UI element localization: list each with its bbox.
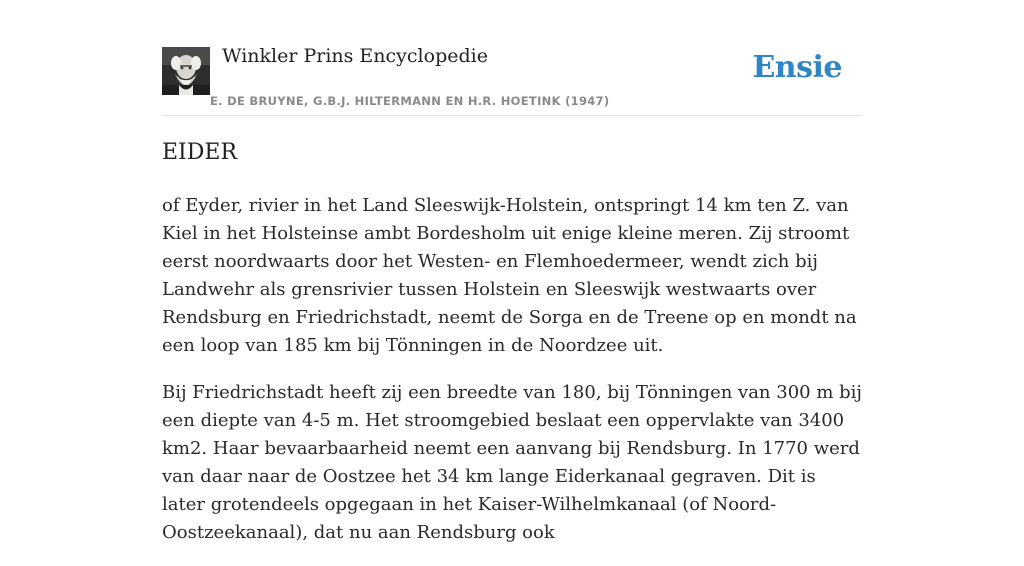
portrait-image (162, 47, 210, 95)
authors-credit: E. DE BRUYNE, G.B.J. HILTERMANN EN H.R. HOETINK (1947) (210, 94, 610, 108)
site-header (162, 0, 862, 116)
author-avatar (162, 47, 210, 95)
article-paragraph: Bij Friedrichstadt heeft zij een breedte van 180, bij Tönningen van 300 m bij een diepte van 4-5 m. Het stroomgebied beslaat een oppervlakte van 3400 km2. Haar bevaarbaarheid neemt een aanvang bij Rendsburg. In 1770 werd van daar naar de Oostzee het 34 km lange Eiderkanaal gegraven. Dit is later grotendeels opgegaan in het Kaiser-Wilhelmkanaal (of Noord-Oostzeekanaal), dat nu aan Rendsburg ook (162, 382, 862, 543)
brand-logo[interactable]: Ensie (752, 50, 842, 85)
article-paragraph: of Eyder, rivier in het Land Sleeswijk-Holstein, ontspringt 14 km ten Z. van Kiel in het Holsteinse ambt Bordesholm uit enige kleine meren. Zij stroomt eerst noordwaarts door het Westen- en Flemhoedermeer, wendt zich bij Landwehr als grensrivier tussen Holstein en Sleeswijk westwaarts over Rendsburg en Friedrichstadt, neemt de Sorga en de Treene op en mondt na een loop van 185 km bij Tönningen in de Noordzee uit. (162, 195, 857, 356)
entry-title: EIDER (162, 140, 238, 165)
site-title[interactable]: Winkler Prins Encyclopedie (222, 45, 488, 67)
article-body (162, 192, 862, 566)
